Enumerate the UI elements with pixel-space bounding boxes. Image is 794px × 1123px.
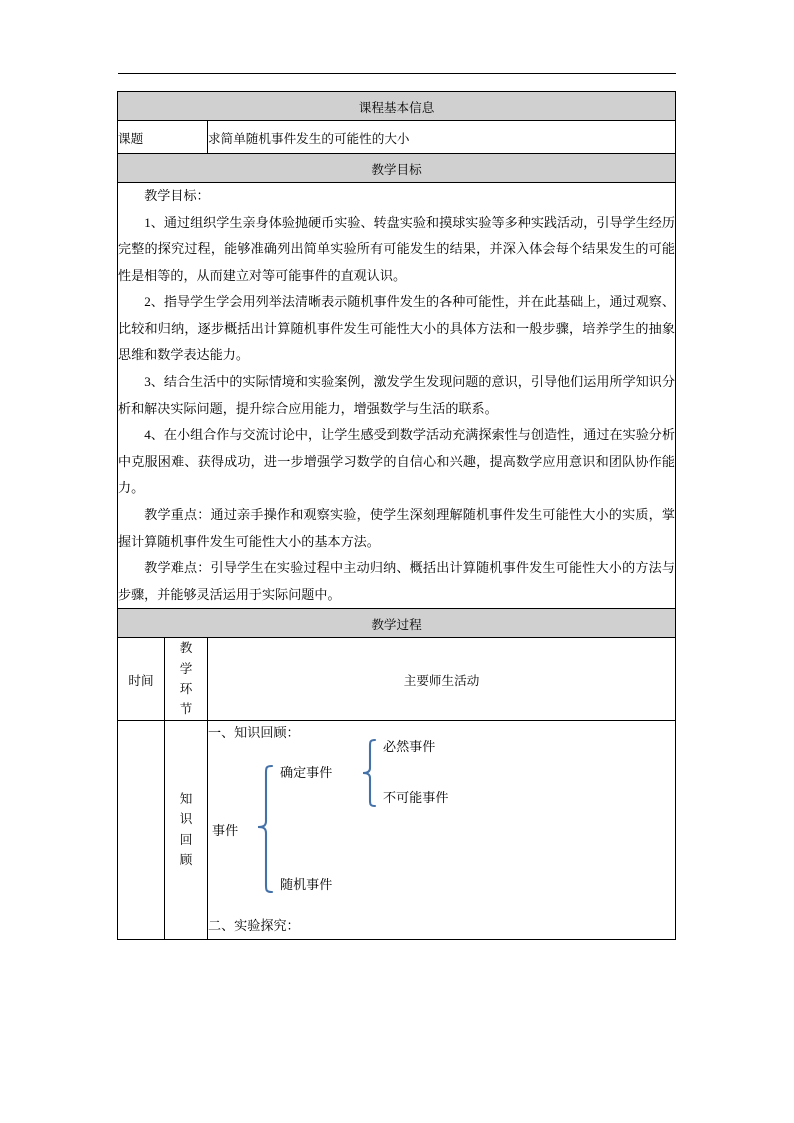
- activity-heading-two: 二、实验探究：: [208, 917, 300, 933]
- table-row-process-headers: [118, 638, 676, 721]
- row-activity-content: [208, 720, 676, 939]
- row-time-value: [118, 720, 165, 939]
- page-header-rule: [118, 73, 676, 74]
- stage-char-3: 环: [179, 682, 193, 697]
- column-header-time: 时间: [118, 638, 165, 721]
- tree-node-random-event: 随机事件: [280, 876, 333, 892]
- topic-value: 求简单随机事件发生的可能性的大小: [208, 121, 676, 154]
- tree-node-root: 事件: [212, 822, 239, 838]
- row-stage-char-1: 知: [179, 791, 193, 806]
- table-row-objectives-heading: [118, 154, 676, 183]
- row-stage-char-4: 顾: [179, 853, 193, 868]
- course-info-heading: 课程基本信息: [118, 92, 676, 121]
- column-header-activity: 主要师生活动: [208, 638, 676, 721]
- event-classification-diagram: [208, 738, 675, 914]
- topic-label: 课题: [118, 121, 208, 154]
- table-row-process-heading: [118, 609, 676, 638]
- teaching-focus: 教学重点：通过亲手操作和观察实验，使学生深刻理解随机事件发生可能性大小的实质，掌握计算随机事件发生可能性大小的基本方法。: [118, 506, 675, 549]
- row-stage-label: [165, 720, 208, 939]
- lesson-plan-table: [117, 91, 676, 940]
- objective-item-1: 1、通过组织学生亲身体验抛硬币实验、转盘实验和摸球实验等多种实践活动，引导学生经历完整的探究过程，能够准确列出简单实验所有可能发生的结果，并深入体会每个结果发生的可能性是相等的，从而建立对等可能事件的直观认识。: [118, 214, 675, 283]
- activity-heading-one: 一、知识回顾：: [208, 724, 300, 740]
- objectives-body: [118, 183, 676, 609]
- stage-char-1: 教: [179, 641, 193, 656]
- table-row-topic: [118, 121, 676, 154]
- table-row-knowledge-review: [118, 720, 676, 939]
- teaching-difficulty: 教学难点：引导学生在实验过程中主动归纳、概括出计算随机事件发生可能性大小的方法与步骤，并能够灵活运用于实际问题中。: [118, 560, 675, 602]
- objective-item-4: 4、在小组合作与交流讨论中，让学生感受到数学活动充满探索性与创造性，通过在实验分析中克服困难、获得成功，进一步增强学习数学的自信心和兴趣，提高数学应用意识和团队协作能力。: [118, 427, 675, 496]
- stage-char-2: 学: [179, 661, 193, 676]
- objective-item-3: 3、结合生活中的实际情境和实验案例，激发学生发现问题的意识，引导他们运用所学知识分析和解决实际问题，提升综合应用能力，增强数学与生活的联系。: [118, 374, 675, 416]
- row-stage-char-3: 回: [179, 832, 193, 847]
- stage-char-4: 节: [179, 702, 193, 717]
- inner-brace-icon: [360, 738, 378, 810]
- table-row-objectives-body: [118, 183, 676, 609]
- objective-item-2: 2、指导学生学会用列举法清晰表示随机事件发生的各种可能性，并在此基础上，通过观察、比较和归纳，逐步概括出计算随机事件发生可能性大小的具体方法和一般步骤，培养学生的抽象思维和数学表达能力。: [118, 294, 675, 363]
- tree-node-impossible-event: 不可能事件: [383, 789, 449, 805]
- column-header-stage: [165, 638, 208, 721]
- tree-node-inevitable-event: 必然事件: [383, 738, 436, 754]
- outer-brace-icon: [255, 764, 275, 894]
- tree-node-certain-event: 确定事件: [280, 764, 333, 780]
- table-row-course-info-heading: [118, 92, 676, 121]
- row-stage-char-2: 识: [179, 812, 193, 827]
- objectives-title: 教学目标：: [144, 188, 210, 203]
- objectives-heading: 教学目标: [118, 154, 676, 183]
- process-heading: 教学过程: [118, 609, 676, 638]
